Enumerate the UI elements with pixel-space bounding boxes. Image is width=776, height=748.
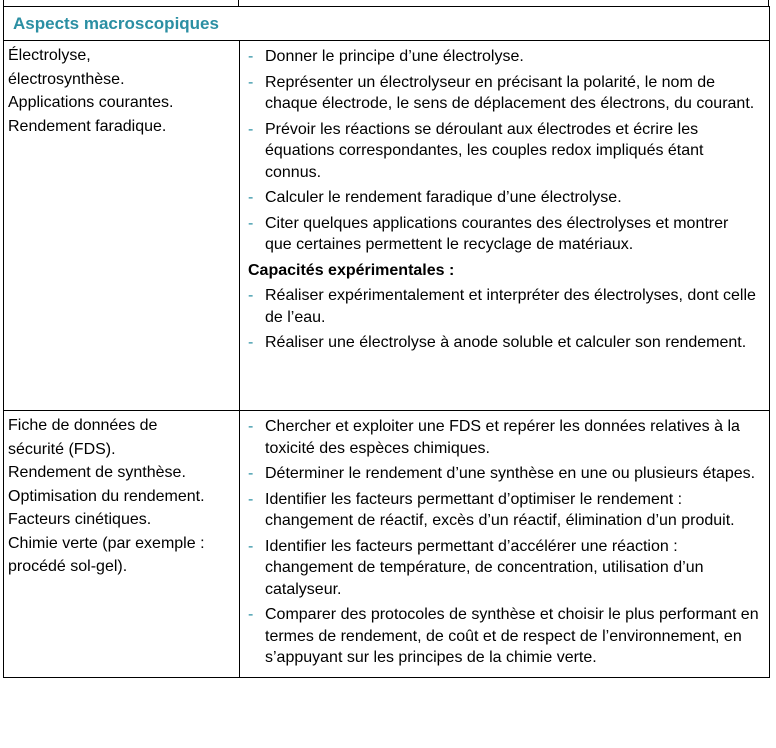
dash-bullet: -: [248, 48, 254, 65]
section-title: Aspects macroscopiques: [4, 7, 770, 41]
dash-bullet: -: [248, 189, 254, 206]
list-item: - Réaliser expérimentalement et interpréter des électrolyses, dont celle de l’eau.: [248, 287, 756, 326]
notion-line: Optimisation du rendement.: [8, 487, 205, 505]
table-row: [4, 41, 770, 411]
notion-line: Facteurs cinétiques.: [8, 511, 152, 528]
program-table: [3, 6, 770, 678]
notion-line: Rendement faradique.: [8, 117, 167, 135]
list-item: - Réaliser une électrolyse à anode soluble et calculer son rendement.: [248, 332, 759, 354]
list-item: - Identifier les facteurs permettant d’accélérer une réaction : changement de température, de concentration, utilisation d’un catalyseur.: [248, 537, 704, 598]
list-item: - Donner le principe d’une électrolyse.: [248, 46, 759, 68]
dash-bullet: -: [248, 214, 254, 232]
dash-bullet: -: [248, 606, 254, 623]
dash-bullet: -: [248, 490, 254, 508]
table-row: [4, 411, 770, 678]
notion-line: électrosynthèse.: [8, 70, 125, 88]
notion-line: Applications courantes.: [8, 94, 174, 111]
list-item: - Déterminer le rendement d’une synthèse en une ou plusieurs étapes.: [248, 463, 759, 485]
list-item: - Comparer des protocoles de synthèse et choisir le plus performant en termes de rendement, de coût et de respect de l’environnement, en s’appuyant sur les principes de la chimie verte.: [248, 606, 759, 666]
dash-bullet: -: [248, 334, 254, 351]
notion-line: procédé sol-gel).: [8, 558, 128, 575]
notions-cell: [4, 41, 240, 411]
list-item: - Identifier les facteurs permettant d’optimiser le rendement : changement de réactif, excès d’un réactif, élimination d’un produit.: [248, 490, 735, 529]
list-item: - Prévoir les réactions se déroulant aux électrodes et écrire les équations correspondantes, les couples redox impliqués étant connus.: [248, 120, 704, 181]
experimental-capacities-heading: Capacités expérimentales :: [248, 261, 455, 279]
notion-line: Fiche de données de: [8, 417, 158, 434]
dash-bullet: -: [248, 537, 254, 555]
capacities-cell: [240, 411, 770, 678]
document-frame: [3, 0, 769, 748]
notion-line: Électrolyse,: [8, 47, 91, 64]
dash-bullet: -: [248, 73, 254, 91]
dash-bullet: -: [248, 465, 254, 482]
notion-line: Chimie verte (par exemple :: [8, 534, 205, 552]
dash-bullet: -: [248, 418, 254, 435]
notion-line: sécurité (FDS).: [8, 440, 116, 458]
capacities-cell: [240, 41, 770, 411]
dash-bullet: -: [248, 287, 254, 304]
list-item: - Chercher et exploiter une FDS et repérer les données relatives à la toxicité des espèces chimiques.: [248, 418, 740, 457]
list-item: - Citer quelques applications courantes des électrolyses et montrer que certaines permettent le recyclage de matériaux.: [248, 214, 729, 253]
notion-line: Rendement de synthèse.: [8, 464, 186, 481]
dash-bullet: -: [248, 120, 254, 138]
list-item: - Calculer le rendement faradique d’une électrolyse.: [248, 187, 759, 209]
list-item: - Représenter un électrolyseur en précisant la polarité, le nom de chaque électrode, le sens de déplacement des électrons, du courant.: [248, 73, 755, 112]
notions-cell: [4, 411, 240, 678]
